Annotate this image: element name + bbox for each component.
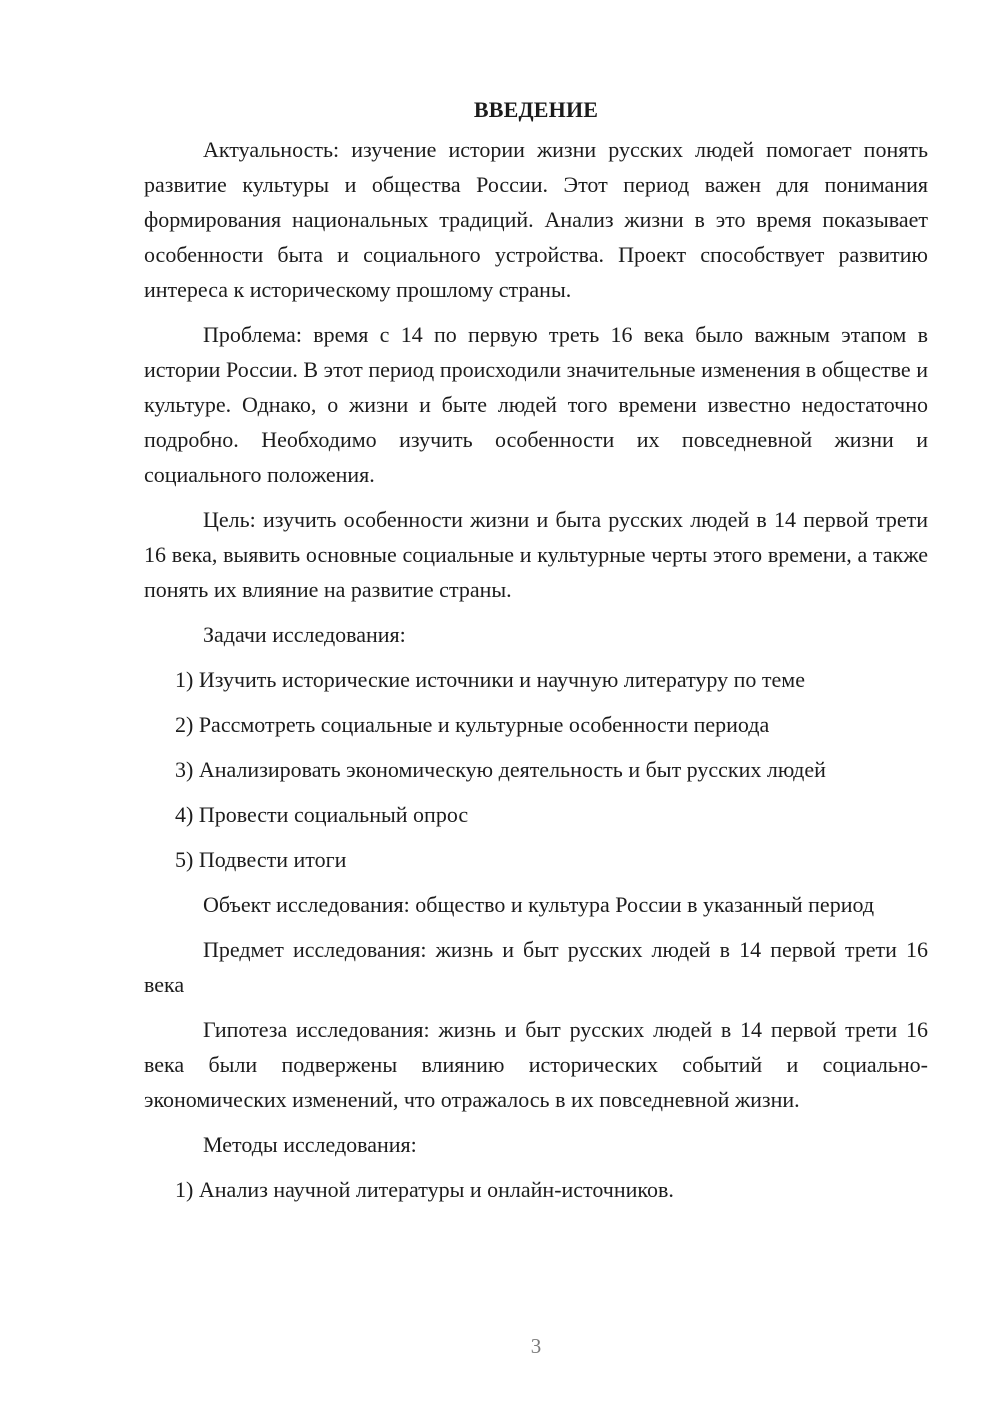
paragraph-problem: Проблема: время с 14 по первую треть 16 века было важным этапом в истории России. В этот период происходили значительные изменения в обществе и культуре. Однако, о жизни и быте людей того времени известно недостаточно подробно. Необходимо изучить особенности их повседневной жизни и социального положения.: [144, 322, 928, 487]
list-item: 2) Рассмотреть социальные и культурные особенности периода: [175, 712, 770, 737]
list-item: 4) Провести социальный опрос: [175, 802, 469, 827]
paragraph-goal: Цель: изучить особенности жизни и быта русских людей в 14 первой трети 16 века, выявить основные социальные и культурные черты этого времени, а также понять их влияние на развитие страны.: [144, 507, 928, 602]
tasks-list: [144, 662, 928, 877]
section-heading: ВВЕДЕНИЕ: [473, 97, 599, 122]
page-content: [144, 92, 928, 1217]
list-item: 1) Анализ научной литературы и онлайн-источников.: [175, 1177, 674, 1202]
paragraph-relevance: Актуальность: изучение истории жизни русских людей помогает понять развитие культуры и общества России. Этот период важен для понимания формирования национальных традиций. Анализ жизни в это время показывает особенности быта и социального устройства. Проект способствует развитию интереса к историческому прошлому страны.: [144, 137, 928, 302]
methods-list: [144, 1172, 928, 1207]
paragraph-hypothesis: Гипотеза исследования: жизнь и быт русских людей в 14 первой трети 16 века были подвержены влиянию исторических событий и социально-экономических изменений, что отражалось в их повседневной жизни.: [144, 1017, 928, 1112]
methods-title: Методы исследования:: [203, 1132, 417, 1157]
paragraph-subject: Предмет исследования: жизнь и быт русских людей в 14 первой трети 16 века: [144, 937, 928, 997]
paragraph-object: Объект исследования: общество и культура России в указанный период: [203, 892, 875, 917]
tasks-title: Задачи исследования:: [203, 622, 406, 647]
list-item: 5) Подвести итоги: [175, 847, 347, 872]
list-item: 1) Изучить исторические источники и научную литературу по теме: [175, 667, 805, 692]
list-item: 3) Анализировать экономическую деятельность и быт русских людей: [175, 757, 826, 782]
page-number: 3: [530, 1334, 542, 1358]
